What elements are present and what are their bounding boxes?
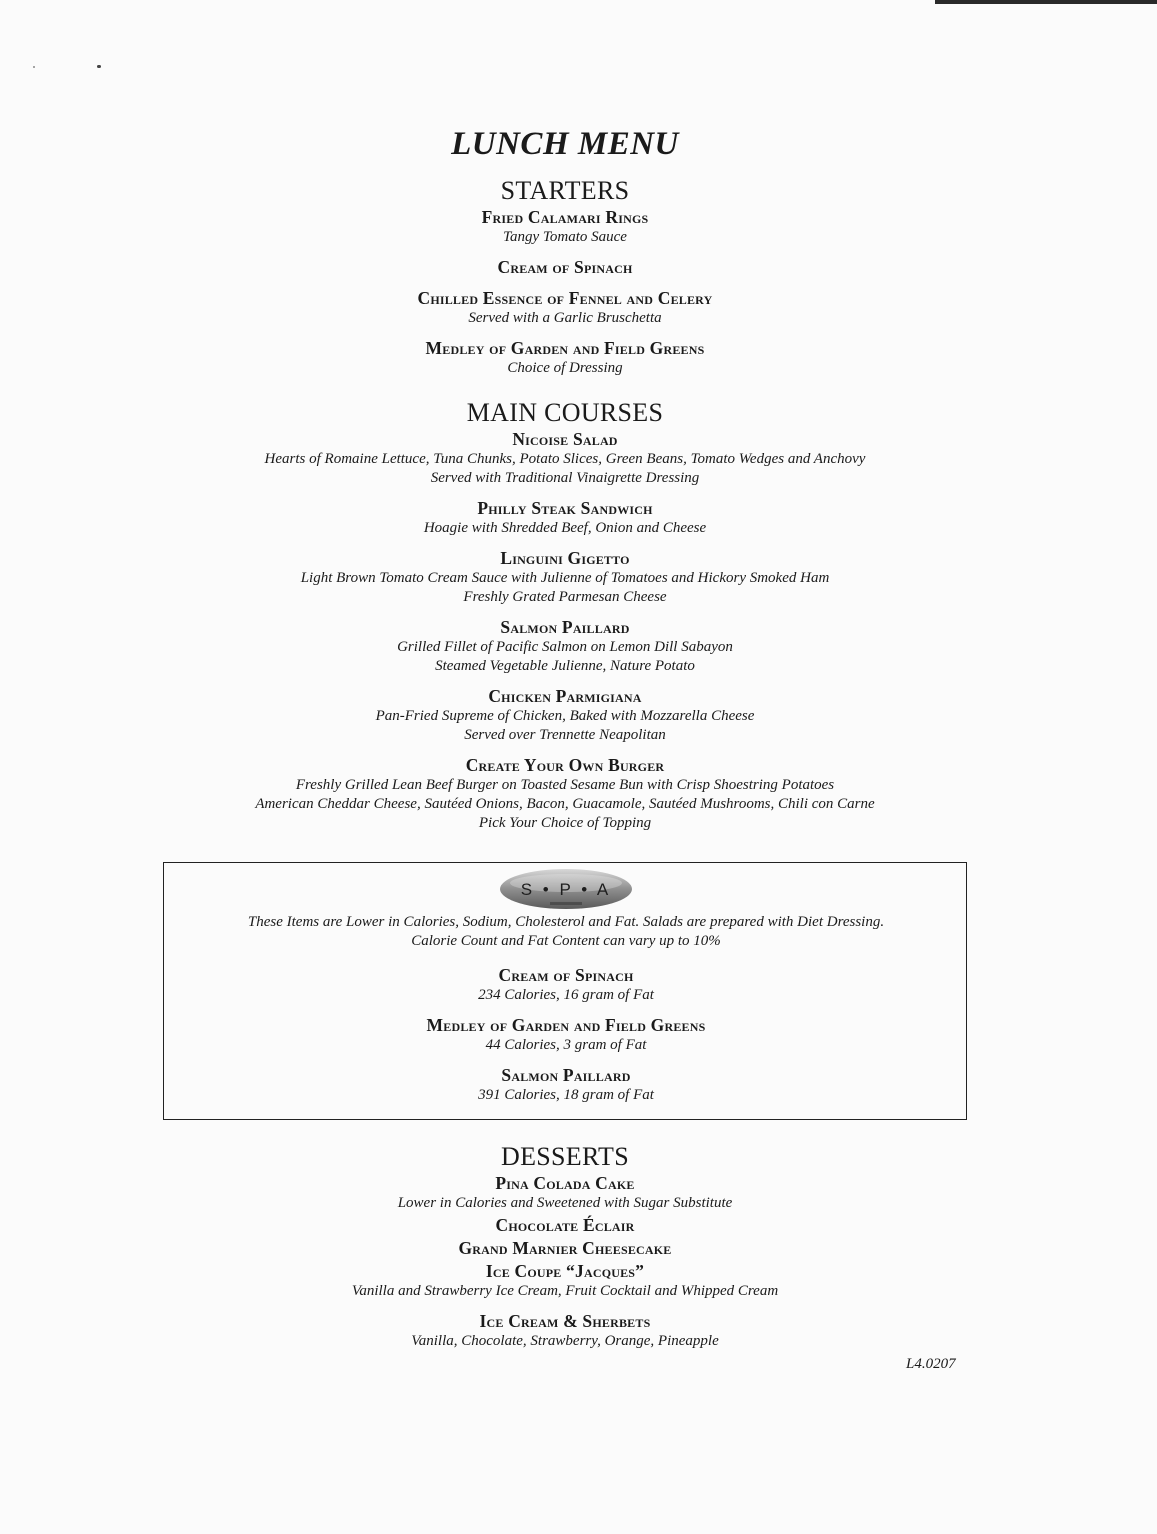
dish-description: Freshly Grated Parmesan Cheese — [463, 589, 667, 605]
dish-name: Grand Marnier Cheesecake — [458, 1238, 672, 1258]
menu-item — [0, 497, 1130, 538]
dish-name: Create Your Own Burger — [465, 755, 665, 775]
scan-edge — [935, 0, 1157, 4]
dish-name: Ice Coupe “Jacques” — [485, 1261, 645, 1281]
dish-description: Hearts of Romaine Lettuce, Tuna Chunks, Potato Slices, Green Beans, Tomato Wedges and Anchovy — [264, 451, 866, 467]
dish-name: Chocolate Éclair — [495, 1215, 635, 1235]
menu-item — [0, 428, 1130, 488]
menu-item — [0, 287, 1130, 328]
menu-item — [0, 256, 1130, 278]
dish-description: Pan-Fried Supreme of Chicken, Baked with Mozzarella Cheese — [375, 708, 755, 724]
menu-item — [1, 1064, 1131, 1105]
spa-note-line: Calorie Count and Fat Content can vary up to 10% — [411, 933, 721, 949]
section-heading: STARTERS — [500, 176, 630, 205]
menu-item — [0, 1260, 1130, 1301]
dish-description: 234 Calories, 16 gram of Fat — [478, 987, 654, 1003]
scan-speck — [33, 66, 35, 68]
dish-description: Grilled Fillet of Pacific Salmon on Lemon Dill Sabayon — [397, 639, 733, 655]
dish-description: 44 Calories, 3 gram of Fat — [485, 1037, 647, 1053]
spa-note — [1, 913, 1131, 951]
menu-title: LUNCH MENU — [451, 126, 679, 162]
spa-box — [163, 862, 967, 1120]
menu-item — [0, 1310, 1130, 1351]
dish-description: Freshly Grilled Lean Beef Burger on Toasted Sesame Bun with Crisp Shoestring Potatoes — [295, 777, 835, 793]
menu-item — [0, 206, 1130, 247]
dish-name: Chicken Parmigiana — [488, 686, 642, 706]
starters-section — [0, 176, 1130, 387]
menu-item — [0, 547, 1130, 607]
dish-description: 391 Calories, 18 gram of Fat — [478, 1087, 654, 1103]
dish-name: Chilled Essence of Fennel and Celery — [417, 288, 713, 308]
menu-item — [1, 964, 1131, 1005]
dish-name: Linguini Gigetto — [500, 548, 630, 568]
desserts-list — [0, 1172, 1130, 1351]
menu-item — [0, 1172, 1130, 1213]
dish-description: American Cheddar Cheese, Sautéed Onions, Bacon, Guacamole, Sautéed Mushrooms, Chili con Carne — [255, 796, 875, 812]
menu-item — [0, 337, 1130, 378]
dish-description: Served over Trennette Neapolitan — [464, 727, 666, 743]
starters-list — [0, 206, 1130, 378]
spa-note-line: These Items are Lower in Calories, Sodium, Cholesterol and Fat. Salads are prepared with Diet Dressing. — [247, 914, 885, 930]
scan-speck — [97, 65, 101, 68]
dish-name: Medley of Garden and Field Greens — [426, 1015, 706, 1035]
menu-item — [0, 1237, 1130, 1259]
dish-name: Philly Steak Sandwich — [477, 498, 653, 518]
dish-name: Salmon Paillard — [500, 617, 630, 637]
menu-code: L4.0207 — [906, 1356, 956, 1372]
main-courses-section — [0, 398, 1130, 842]
menu-item — [1, 1014, 1131, 1055]
main-courses-list — [0, 428, 1130, 833]
dish-description: Tangy Tomato Sauce — [503, 229, 627, 245]
spa-logo-text: S • P • A — [520, 880, 612, 899]
menu-item — [0, 685, 1130, 745]
dish-description: Served with Traditional Vinaigrette Dressing — [430, 470, 700, 486]
dish-description: Choice of Dressing — [507, 360, 623, 376]
dish-name: Medley of Garden and Field Greens — [425, 338, 705, 358]
dish-name: Pina Colada Cake — [495, 1173, 635, 1193]
dish-description: Pick Your Choice of Topping — [478, 815, 652, 831]
dish-name: Cream of Spinach — [497, 257, 633, 277]
menu-item — [0, 1214, 1130, 1236]
spa-list — [1, 964, 1131, 1105]
section-heading: MAIN COURSES — [466, 398, 664, 427]
section-heading: DESSERTS — [501, 1142, 629, 1171]
dish-description: Served with a Garlic Bruschetta — [468, 310, 662, 326]
dish-name: Nicoise Salad — [512, 429, 618, 449]
menu-item — [0, 616, 1130, 676]
dish-description: Light Brown Tomato Cream Sauce with Julienne of Tomatoes and Hickory Smoked Ham — [300, 570, 830, 586]
dish-description: Steamed Vegetable Julienne, Nature Potato — [435, 658, 695, 674]
dish-name: Cream of Spinach — [498, 965, 634, 985]
dish-description: Hoagie with Shredded Beef, Onion and Cheese — [423, 520, 707, 536]
dish-description: Vanilla, Chocolate, Strawberry, Orange, Pineapple — [411, 1333, 719, 1349]
desserts-section — [0, 1142, 1130, 1360]
dish-name: Fried Calamari Rings — [481, 207, 649, 227]
spa-logo-icon — [498, 867, 634, 911]
menu-item — [0, 754, 1130, 833]
dish-name: Ice Cream & Sherbets — [479, 1311, 651, 1331]
dish-description: Lower in Calories and Sweetened with Sugar Substitute — [397, 1195, 733, 1211]
dish-name: Salmon Paillard — [501, 1065, 631, 1085]
dish-description: Vanilla and Strawberry Ice Cream, Fruit Cocktail and Whipped Cream — [351, 1283, 779, 1299]
